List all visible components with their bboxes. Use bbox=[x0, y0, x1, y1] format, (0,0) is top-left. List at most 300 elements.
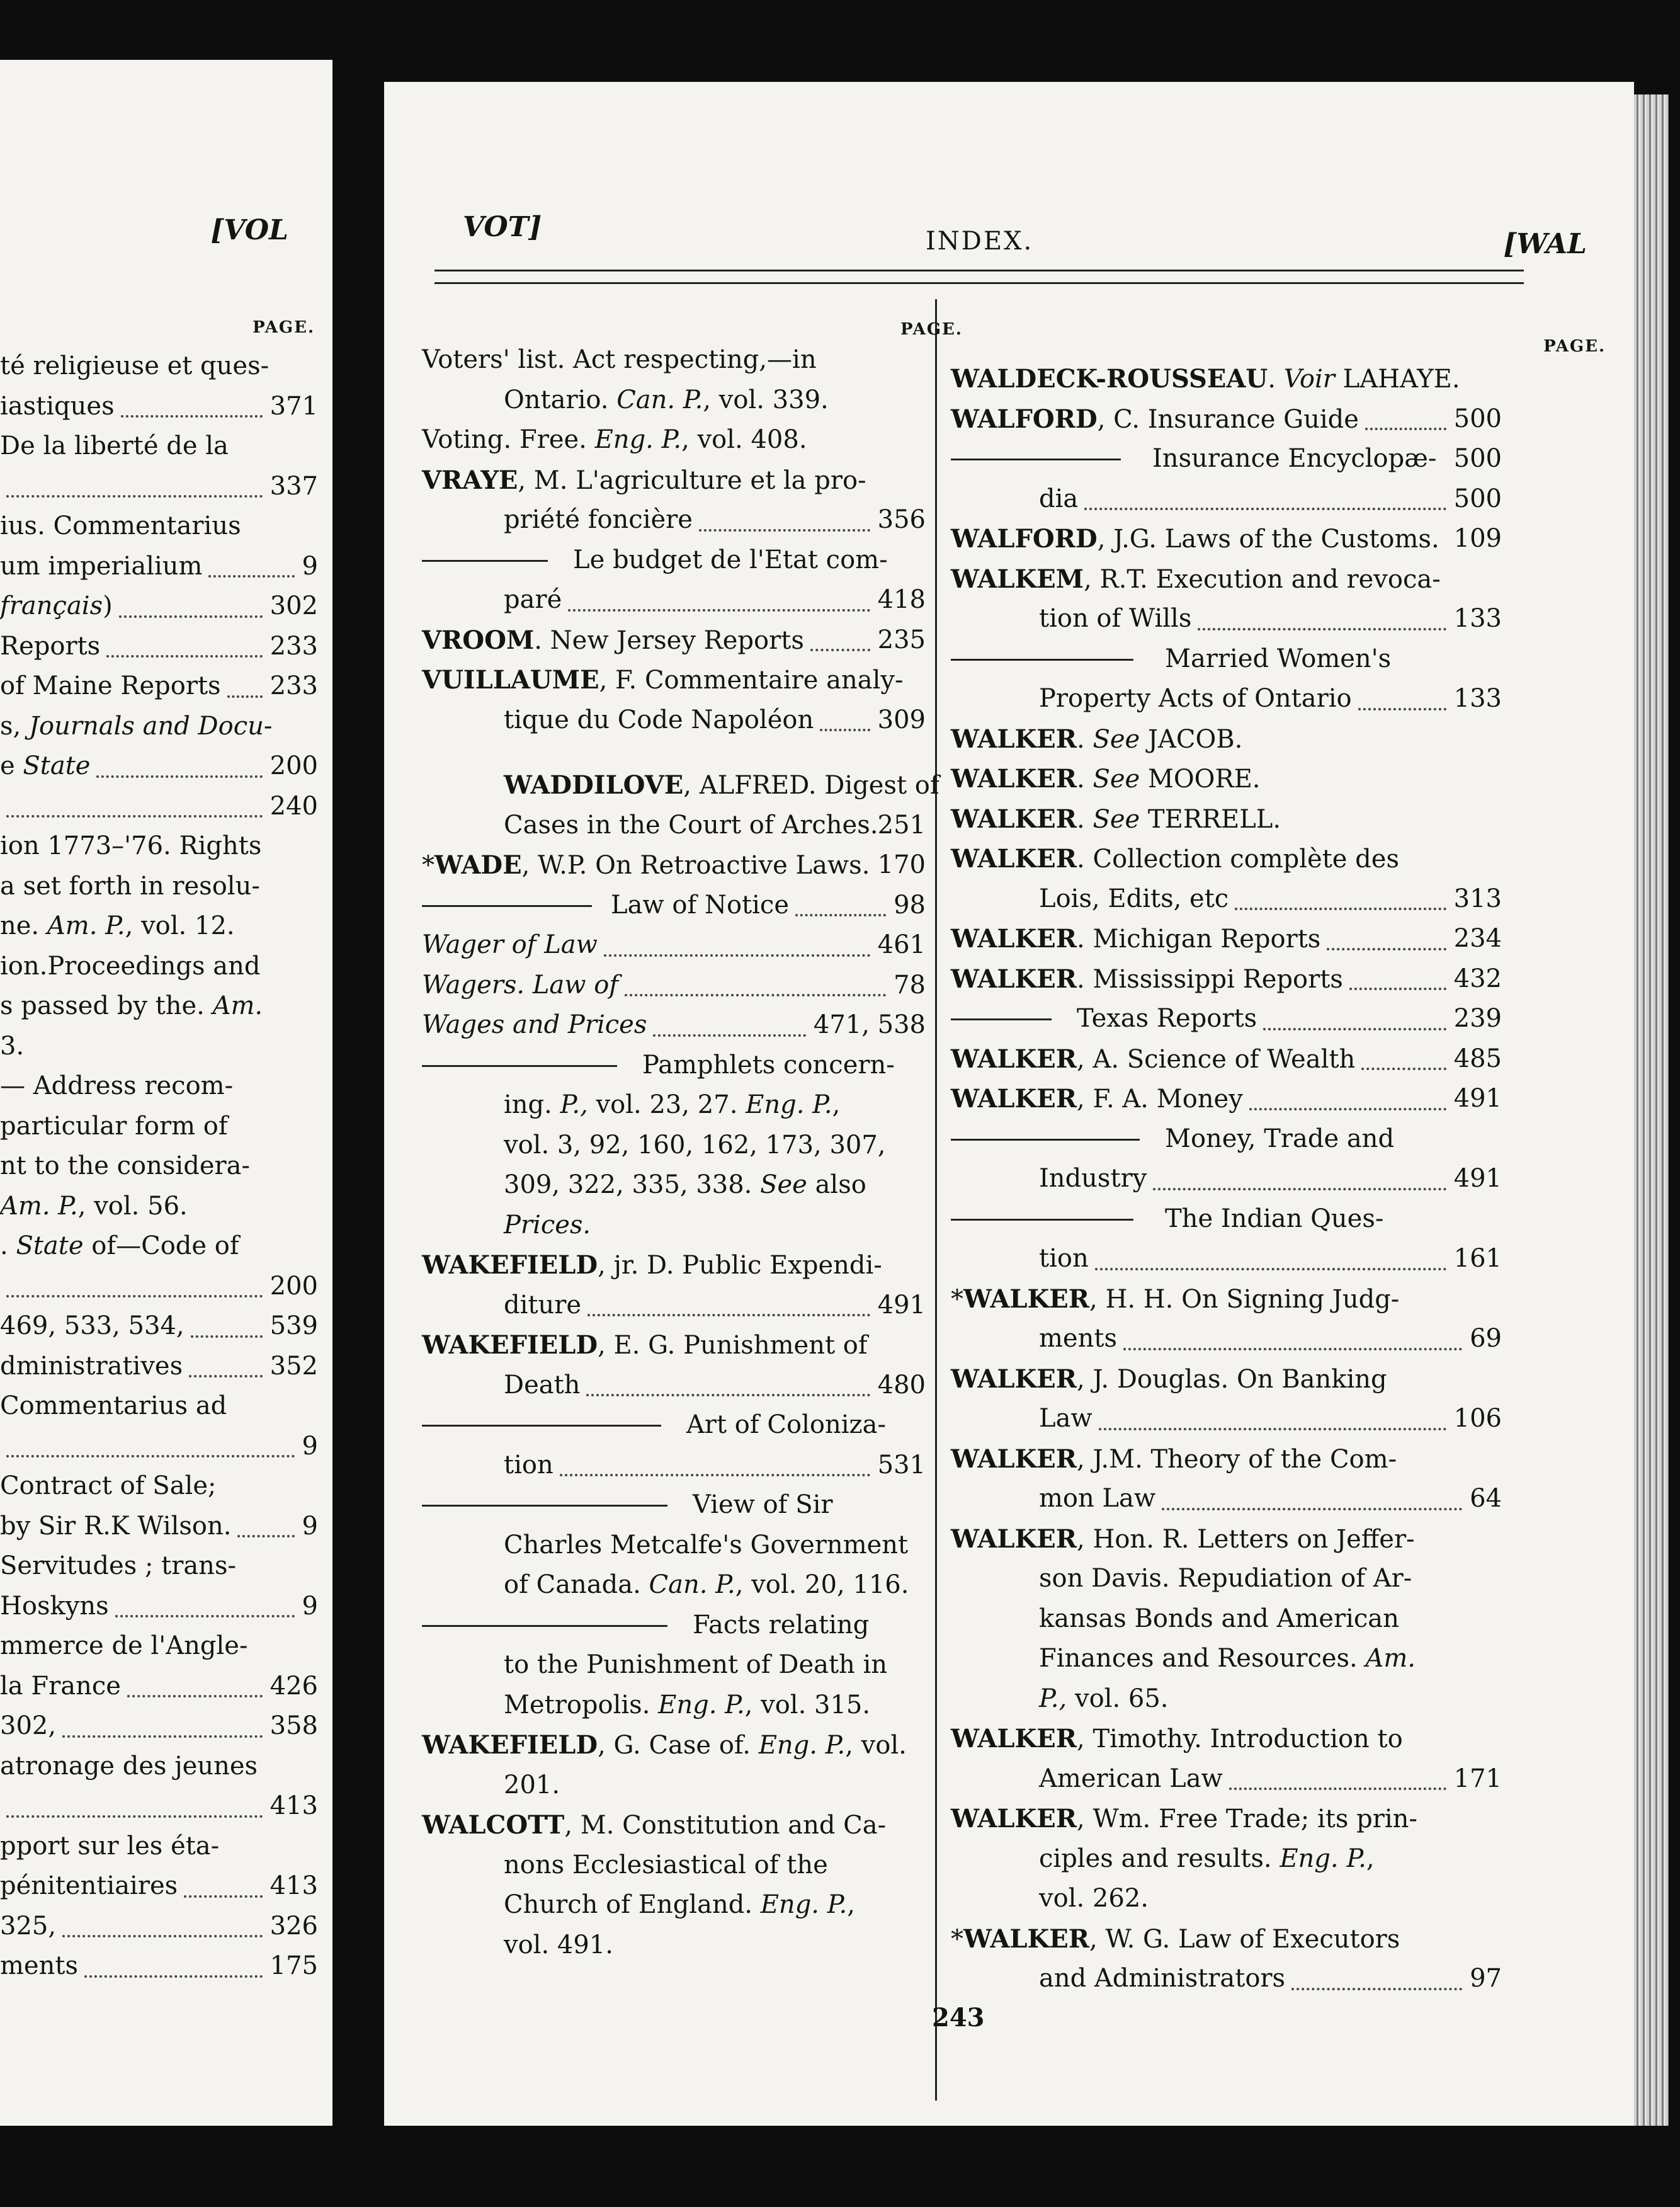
entry-text: pénitentiaires bbox=[0, 1871, 178, 1900]
entry-text: WALKER, Hon. R. Letters on Jeffer- bbox=[951, 1524, 1415, 1554]
entry-page-number: 98 bbox=[894, 890, 926, 920]
dot-leader bbox=[106, 655, 262, 658]
entry-text: ne. Am. P., vol. 12. bbox=[0, 911, 235, 940]
ditto-dash bbox=[422, 1505, 667, 1507]
index-entry bbox=[422, 1845, 926, 1886]
index-entry bbox=[0, 867, 318, 907]
entry-page-number: 491 bbox=[1453, 1164, 1502, 1193]
dot-leader bbox=[820, 729, 870, 731]
entry-text: Wager of Law bbox=[422, 930, 598, 959]
index-entry bbox=[422, 1526, 926, 1566]
entry-page-number: 491 bbox=[877, 1290, 926, 1320]
entry-text: dia bbox=[1039, 484, 1079, 513]
index-entry bbox=[951, 999, 1502, 1039]
entry-page-number: 200 bbox=[270, 751, 318, 780]
index-entry bbox=[951, 1959, 1502, 1999]
entry-page-number: 133 bbox=[1453, 684, 1502, 713]
dot-leader bbox=[1361, 1068, 1446, 1070]
dot-leader bbox=[1263, 1028, 1446, 1030]
entry-page-number: 500 bbox=[1453, 444, 1502, 473]
ditto-dash bbox=[951, 1018, 1052, 1020]
dot-leader bbox=[121, 415, 263, 418]
entry-text: ciples and results. Eng. P., bbox=[1039, 1844, 1375, 1873]
dot-leader bbox=[237, 1535, 294, 1537]
index-entry bbox=[0, 467, 318, 507]
entry-text: WALFORD, J.G. Laws of the Customs. bbox=[951, 524, 1439, 554]
entry-page-number: 233 bbox=[270, 671, 318, 700]
entry-text: Church of England. Eng. P., bbox=[504, 1890, 855, 1919]
entry-page-number: 9 bbox=[302, 1431, 318, 1461]
index-entry bbox=[422, 1565, 926, 1605]
index-entry bbox=[422, 700, 926, 741]
index-entry bbox=[422, 886, 926, 926]
dot-leader bbox=[96, 775, 262, 778]
ditto-dash bbox=[422, 1065, 617, 1067]
entry-text: Cases in the Court of Arches. bbox=[504, 810, 878, 840]
index-entry bbox=[0, 627, 318, 667]
index-entry bbox=[0, 1786, 318, 1827]
entry-page-number: 313 bbox=[1453, 884, 1502, 913]
entry-text: *WADE, W.P. On Retroactive Laws. bbox=[422, 850, 870, 880]
entry-page-number: 352 bbox=[270, 1351, 318, 1381]
dot-leader bbox=[6, 1455, 295, 1457]
index-entry bbox=[422, 1645, 926, 1685]
entry-text: WAKEFIELD, G. Case of. Eng. P., vol. bbox=[422, 1730, 907, 1760]
dot-leader bbox=[795, 914, 886, 916]
entry-text: Industry bbox=[1039, 1164, 1147, 1193]
index-entry bbox=[422, 1925, 926, 1966]
entry-text: té religieuse et ques- bbox=[0, 351, 270, 380]
index-entry bbox=[422, 420, 926, 460]
index-entry bbox=[422, 1366, 926, 1406]
dot-leader bbox=[227, 695, 263, 698]
entry-text: Wages and Prices bbox=[422, 1010, 647, 1039]
entry-text: mmerce de l'Angle- bbox=[0, 1631, 248, 1660]
entry-text: De la liberté de la bbox=[0, 431, 229, 460]
entry-text: mon Law bbox=[1039, 1484, 1156, 1513]
entry-text: and Administrators bbox=[1039, 1964, 1286, 1993]
left-page bbox=[0, 60, 332, 2126]
dot-leader bbox=[1229, 1788, 1446, 1790]
entry-text: Law bbox=[1039, 1404, 1093, 1433]
entry-text: diture bbox=[504, 1290, 582, 1320]
index-entry bbox=[951, 439, 1502, 479]
right-page bbox=[384, 82, 1634, 2126]
col1-page-label: PAGE. bbox=[900, 320, 963, 339]
col2-page-label: PAGE. bbox=[1543, 337, 1606, 356]
entry-text: Prices. bbox=[504, 1210, 591, 1240]
entry-text: Hoskyns bbox=[0, 1591, 109, 1621]
index-entry bbox=[422, 1325, 926, 1366]
index-entry bbox=[0, 1546, 318, 1587]
dot-leader bbox=[6, 1295, 263, 1297]
entry-page-number: 418 bbox=[877, 585, 926, 614]
entry-text: ion.Proceedings and bbox=[0, 951, 261, 981]
index-entry bbox=[422, 1085, 926, 1126]
index-entry bbox=[951, 1399, 1502, 1439]
index-entry bbox=[951, 1279, 1502, 1320]
index-entry bbox=[422, 966, 926, 1006]
index-entry bbox=[0, 746, 318, 787]
left-running-head: [VOL bbox=[210, 214, 288, 246]
entry-text: WALKER, Timothy. Introduction to bbox=[951, 1724, 1403, 1754]
index-entry bbox=[951, 1039, 1502, 1080]
index-entry bbox=[0, 586, 318, 627]
entry-text: WALKER. See MOORE. bbox=[951, 764, 1261, 794]
index-entry bbox=[422, 1485, 926, 1526]
index-entry bbox=[0, 506, 318, 547]
entry-text: tique du Code Napoléon bbox=[504, 705, 814, 734]
entry-text: WALKER, J.M. Theory of the Com- bbox=[951, 1444, 1397, 1474]
index-entry bbox=[0, 1587, 318, 1627]
entry-page-number: 485 bbox=[1453, 1044, 1502, 1073]
index-entry bbox=[422, 1245, 926, 1286]
index-entry bbox=[0, 1306, 318, 1347]
index-entry bbox=[951, 1759, 1502, 1799]
entry-text: American Law bbox=[1039, 1764, 1223, 1793]
entry-text: VRAYE, M. L'agriculture et la pro- bbox=[422, 465, 866, 495]
index-entry bbox=[422, 460, 926, 501]
entry-text: particular form of bbox=[0, 1111, 228, 1141]
index-entry bbox=[951, 1679, 1502, 1719]
entry-text: Am. P., vol. 56. bbox=[0, 1191, 188, 1221]
index-entry bbox=[951, 1919, 1502, 1959]
index-entry bbox=[951, 1879, 1502, 1919]
index-entry bbox=[422, 1725, 926, 1765]
entry-text: by Sir R.K Wilson. bbox=[0, 1511, 232, 1541]
ditto-dash bbox=[422, 560, 548, 562]
index-entry bbox=[951, 519, 1502, 559]
entry-text: Lois, Edits, etc bbox=[1039, 884, 1229, 913]
index-entry bbox=[422, 1685, 926, 1726]
index-entry bbox=[951, 679, 1502, 719]
index-entry bbox=[0, 1667, 318, 1707]
dot-leader bbox=[604, 954, 870, 957]
entry-text: dministratives bbox=[0, 1351, 183, 1381]
index-entry bbox=[951, 799, 1502, 840]
entry-text: Voters' list. Act respecting,—in bbox=[422, 345, 817, 374]
entry-page-number: 106 bbox=[1453, 1404, 1502, 1433]
entry-text: ius. Commentarius bbox=[0, 511, 241, 540]
dot-leader bbox=[184, 1895, 262, 1898]
index-entry bbox=[0, 986, 318, 1027]
index-entry bbox=[0, 826, 318, 867]
index-entry bbox=[0, 1146, 318, 1187]
entry-text: vol. 3, 92, 160, 162, 173, 307, bbox=[504, 1130, 886, 1160]
index-entry bbox=[951, 719, 1502, 760]
entry-page-number: 461 bbox=[877, 930, 926, 959]
entry-text: WALKER, F. A. Money bbox=[951, 1084, 1243, 1114]
index-entry bbox=[951, 1519, 1502, 1560]
dot-leader bbox=[119, 615, 263, 618]
entry-text: of Canada. Can. P., vol. 20, 116. bbox=[504, 1570, 909, 1599]
entry-text: *WALKER, H. H. On Signing Judg- bbox=[951, 1284, 1400, 1314]
header-title: INDEX. bbox=[926, 227, 1034, 256]
index-entry bbox=[951, 359, 1502, 399]
entry-text: nons Ecclesiastical of the bbox=[504, 1850, 828, 1879]
index-entry bbox=[951, 1599, 1502, 1640]
entry-text: . State of—Code of bbox=[0, 1231, 239, 1260]
dot-leader bbox=[1235, 908, 1446, 910]
dot-leader bbox=[62, 1935, 263, 1937]
dot-leader bbox=[1099, 1428, 1446, 1430]
entry-text: 3. bbox=[0, 1031, 25, 1061]
entry-page-number: 251 bbox=[877, 810, 926, 840]
index-entry bbox=[951, 559, 1502, 600]
index-entry bbox=[951, 1839, 1502, 1879]
entry-text: Metropolis. Eng. P., vol. 315. bbox=[504, 1690, 871, 1719]
index-entry bbox=[951, 1479, 1502, 1519]
entry-text: P., vol. 65. bbox=[1039, 1684, 1169, 1713]
ditto-dash bbox=[951, 459, 1121, 460]
dot-leader bbox=[6, 815, 263, 818]
dot-leader bbox=[1153, 1188, 1446, 1190]
entry-text: Ontario. Can. P., vol. 339. bbox=[504, 385, 829, 414]
entry-text: WADDILOVE, ALFRED. Digest of bbox=[504, 770, 939, 800]
entry-page-number: 240 bbox=[270, 791, 318, 821]
dot-leader bbox=[191, 1335, 263, 1338]
entry-text: Insurance Encyclopæ- bbox=[1152, 444, 1437, 473]
index-entry bbox=[0, 1907, 318, 1947]
entry-text: ing. P., vol. 23, 27. Eng. P., bbox=[504, 1090, 841, 1119]
entry-text: Law of Notice bbox=[611, 890, 789, 920]
index-entry bbox=[0, 1466, 318, 1507]
entry-page-number: 358 bbox=[270, 1711, 318, 1740]
index-entry bbox=[422, 1405, 926, 1446]
entry-text: Texas Reports bbox=[1077, 1004, 1257, 1033]
entry-page-number: 491 bbox=[1453, 1084, 1502, 1113]
index-entry bbox=[422, 1005, 926, 1046]
entry-text: ments bbox=[1039, 1324, 1117, 1353]
entry-text: VUILLAUME, F. Commentaire analy- bbox=[422, 665, 904, 695]
left-page-label: PAGE. bbox=[253, 318, 315, 337]
index-entry bbox=[0, 346, 318, 387]
ditto-dash bbox=[422, 905, 592, 907]
entry-text: Death bbox=[504, 1370, 581, 1400]
entry-text: tion bbox=[1039, 1244, 1089, 1273]
index-entry bbox=[422, 340, 926, 380]
entry-text: WALCOTT, M. Constitution and Ca- bbox=[422, 1810, 887, 1840]
entry-text: la France bbox=[0, 1671, 121, 1701]
index-entry bbox=[951, 879, 1502, 920]
index-entry bbox=[951, 479, 1502, 520]
entry-text: Pamphlets concern- bbox=[642, 1050, 895, 1080]
dot-leader bbox=[653, 1034, 806, 1037]
index-entry bbox=[422, 380, 926, 421]
dot-leader bbox=[625, 994, 886, 996]
entry-text: Le budget de l'Etat com- bbox=[573, 545, 888, 574]
index-entry bbox=[951, 1719, 1502, 1759]
header-rule-top bbox=[434, 270, 1524, 271]
index-entry bbox=[422, 806, 926, 846]
index-entry bbox=[0, 1187, 318, 1227]
index-entry bbox=[422, 925, 926, 966]
entry-text: Servitudes ; trans- bbox=[0, 1551, 236, 1580]
entry-text: Reports bbox=[0, 631, 101, 661]
index-entry bbox=[0, 387, 318, 427]
index-entry bbox=[0, 1747, 318, 1787]
entry-text: WALKER. Michigan Reports bbox=[951, 924, 1321, 954]
entry-page-number: 69 bbox=[1470, 1324, 1502, 1353]
index-entry bbox=[422, 620, 926, 661]
index-entry bbox=[0, 707, 318, 747]
entry-text: tion bbox=[504, 1450, 553, 1480]
entry-text: nt to the considera- bbox=[0, 1151, 250, 1180]
dot-leader bbox=[1327, 948, 1446, 950]
index-entry bbox=[951, 1319, 1502, 1359]
entry-page-number: 471, 538 bbox=[813, 1010, 926, 1039]
dot-leader bbox=[1095, 1268, 1446, 1270]
index-entry bbox=[422, 1605, 926, 1646]
entry-text: *WALKER, W. G. Law of Executors bbox=[951, 1924, 1400, 1954]
entry-page-number: 200 bbox=[270, 1271, 318, 1301]
index-entry bbox=[951, 1639, 1502, 1679]
index-entry bbox=[951, 959, 1502, 1000]
entry-text: vol. 262. bbox=[1039, 1884, 1149, 1913]
entry-text: 302, bbox=[0, 1711, 57, 1740]
entry-text: WALKER, A. Science of Wealth bbox=[951, 1044, 1356, 1074]
entry-text: WAKEFIELD, jr. D. Public Expendi- bbox=[422, 1250, 882, 1280]
entry-text: Finances and Resources. Am. bbox=[1039, 1644, 1416, 1673]
entry-text: a set forth in resolu- bbox=[0, 871, 260, 901]
entry-page-number: 9 bbox=[302, 1591, 318, 1621]
index-entry bbox=[951, 759, 1502, 799]
entry-text: Property Acts of Ontario bbox=[1039, 684, 1352, 713]
entry-page-number: 170 bbox=[877, 850, 926, 879]
index-entry bbox=[422, 1126, 926, 1166]
entry-page-number: 309 bbox=[877, 705, 926, 734]
entry-text: — Address recom- bbox=[0, 1071, 234, 1100]
dot-leader bbox=[189, 1375, 263, 1377]
index-column-2 bbox=[951, 359, 1502, 1999]
index-entry bbox=[0, 1066, 318, 1107]
entry-page-number: 371 bbox=[270, 391, 318, 421]
dot-leader bbox=[84, 1975, 263, 1978]
entry-text: 325, bbox=[0, 1911, 57, 1941]
entry-text: of Maine Reports bbox=[0, 671, 221, 700]
section-gap bbox=[422, 740, 926, 765]
entry-text: Voting. Free. Eng. P., vol. 408. bbox=[422, 425, 807, 454]
entry-text: View of Sir bbox=[693, 1490, 833, 1519]
index-entry bbox=[0, 1347, 318, 1387]
index-entry bbox=[0, 1267, 318, 1307]
dot-leader bbox=[1198, 628, 1446, 630]
index-entry bbox=[951, 1239, 1502, 1279]
dot-leader bbox=[1358, 708, 1446, 710]
index-entry bbox=[0, 947, 318, 987]
index-entry bbox=[0, 787, 318, 827]
entry-text: WAKEFIELD, E. G. Punishment of bbox=[422, 1330, 868, 1360]
entry-text: Married Women's bbox=[1165, 644, 1392, 673]
index-entry bbox=[951, 1159, 1502, 1199]
index-entry bbox=[951, 1439, 1502, 1480]
entry-page-number: 337 bbox=[270, 471, 318, 501]
entry-page-number: 413 bbox=[270, 1871, 318, 1900]
dot-leader bbox=[6, 495, 263, 498]
index-entry bbox=[951, 919, 1502, 959]
entry-text: WALKER, Wm. Free Trade; its prin- bbox=[951, 1804, 1417, 1833]
dot-leader bbox=[6, 1815, 263, 1818]
entry-page-number: 235 bbox=[877, 625, 926, 654]
dot-leader bbox=[699, 529, 870, 532]
entry-page-number: 413 bbox=[270, 1791, 318, 1820]
index-entry bbox=[951, 599, 1502, 639]
index-entry bbox=[422, 660, 926, 700]
ditto-dash bbox=[951, 1139, 1140, 1141]
entry-text: WALFORD, C. Insurance Guide bbox=[951, 404, 1359, 434]
index-entry bbox=[951, 1559, 1502, 1599]
dot-leader bbox=[127, 1695, 263, 1697]
index-entry bbox=[0, 906, 318, 947]
index-entry bbox=[0, 1866, 318, 1907]
entry-text: iastiques bbox=[0, 391, 115, 421]
dot-leader bbox=[1084, 508, 1446, 510]
entry-page-number: 539 bbox=[270, 1311, 318, 1340]
dot-leader bbox=[1291, 1988, 1462, 1990]
index-entry bbox=[422, 1165, 926, 1206]
entry-text: Commentarius ad bbox=[0, 1391, 227, 1420]
entry-text: WALKER, J. Douglas. On Banking bbox=[951, 1364, 1387, 1394]
entry-text: vol. 491. bbox=[504, 1930, 613, 1959]
entry-text: Facts relating bbox=[693, 1610, 870, 1640]
index-entry bbox=[951, 639, 1502, 680]
index-entry bbox=[0, 1626, 318, 1667]
index-entry bbox=[422, 540, 926, 581]
index-entry bbox=[0, 1706, 318, 1747]
index-entry bbox=[951, 1359, 1502, 1400]
entry-text: ments bbox=[0, 1951, 78, 1980]
entry-page-number: 9 bbox=[302, 1511, 318, 1541]
index-entry bbox=[951, 1199, 1502, 1240]
entry-page-number: 133 bbox=[1453, 604, 1502, 633]
folio: 243 bbox=[932, 2003, 985, 2033]
index-entry bbox=[422, 1885, 926, 1925]
entry-text: français) bbox=[0, 591, 113, 620]
entry-text: s, Journals and Docu- bbox=[0, 711, 273, 741]
entry-text: atronage des jeunes bbox=[0, 1751, 258, 1781]
index-entry bbox=[0, 1507, 318, 1547]
index-entry bbox=[951, 1079, 1502, 1119]
index-entry bbox=[0, 1107, 318, 1147]
entry-page-number: 97 bbox=[1470, 1964, 1502, 1993]
index-entry bbox=[0, 1946, 318, 1987]
entry-text: 201. bbox=[504, 1770, 560, 1799]
entry-text: kansas Bonds and American bbox=[1039, 1604, 1399, 1633]
entry-text: Wagers. Law of bbox=[422, 970, 619, 1000]
header-rule-bottom bbox=[434, 282, 1524, 284]
index-entry bbox=[422, 580, 926, 620]
entry-page-number: 234 bbox=[1453, 924, 1502, 953]
dot-leader bbox=[568, 609, 870, 612]
ditto-dash bbox=[422, 1425, 661, 1427]
index-entry bbox=[951, 839, 1502, 879]
entry-text: paré bbox=[504, 585, 562, 614]
entry-text: WALKER. Collection complète des bbox=[951, 844, 1399, 874]
index-entry bbox=[951, 1799, 1502, 1839]
entry-text: 469, 533, 534, bbox=[0, 1311, 184, 1340]
index-entry bbox=[422, 845, 926, 886]
entry-text: WALKER. See JACOB. bbox=[951, 724, 1243, 754]
ditto-dash bbox=[951, 659, 1133, 661]
index-entry bbox=[0, 547, 318, 587]
dot-leader bbox=[560, 1474, 870, 1476]
dot-leader bbox=[587, 1314, 870, 1316]
dot-leader bbox=[1162, 1508, 1462, 1510]
entry-text: VROOM. New Jersey Reports bbox=[422, 625, 804, 655]
entry-page-number: 426 bbox=[270, 1671, 318, 1701]
index-entry bbox=[422, 1046, 926, 1086]
entry-text: e State bbox=[0, 751, 91, 780]
